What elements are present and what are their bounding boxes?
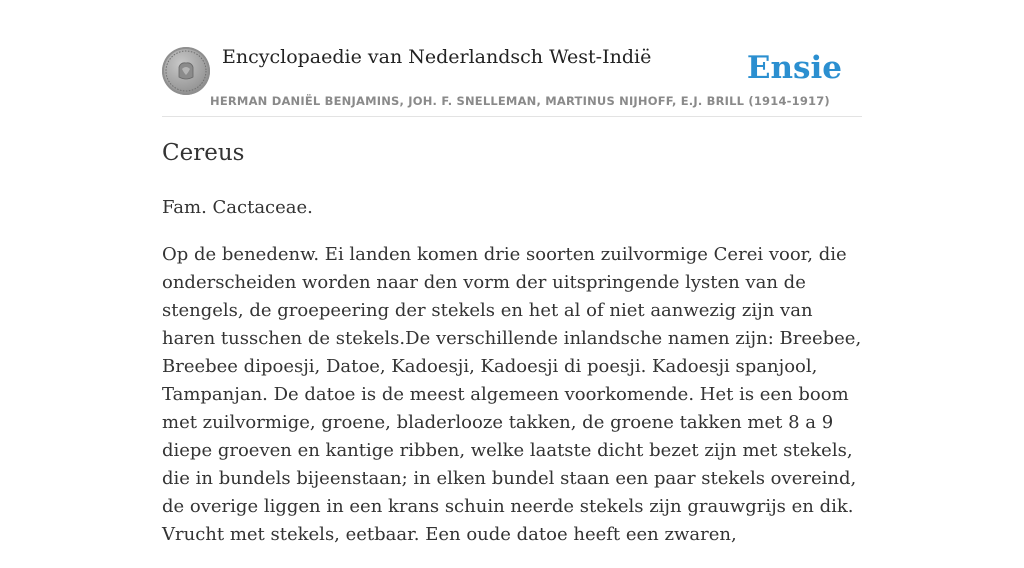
coin-seal-icon <box>162 47 210 95</box>
source-header <box>162 40 862 117</box>
source-title[interactable]: Encyclopaedie van Nederlandsch West-Indië <box>222 46 652 68</box>
entry-family: Fam. Cactaceae. <box>162 197 313 218</box>
entry-body <box>162 194 862 568</box>
source-authors: HERMAN DANIËL BENJAMINS, JOH. F. SNELLEMAN, MARTINUS NIJHOFF, E.J. BRILL (1914-1917) <box>210 94 830 108</box>
entry-paragraph: Op de benedenw. Ei landen komen drie soorten zuilvormige Cerei voor, die onderscheiden worden naar den vorm der uitspringende lysten van de stengels, de groepeering der stekels en het al of niet aanwezig zijn van haren tusschen de stekels.De verschillende inlandsche namen zijn: Breebee, Breebee dipoesji, Datoe, Kadoesji, Kadoesji di poesji. Kadoesji spanjool, Tampanjan. De datoe is de meest algemeen voorkomende. Het is een boom met zuilvormige, groene, bladerlooze takken, de groene takken met 8 a 9 diepe groeven en kantige ribben, welke laatste dicht bezet zijn met stekels, die in bundels bijeenstaan; in elken bundel staan een paar stekels overeind, de overige liggen in een krans schuin neerde stekels zijn grauwgrijs en dik. Vrucht met stekels, eetbaar. Een oude datoe heeft een zwaren, <box>162 244 862 545</box>
entry-title: Cereus <box>162 140 245 166</box>
brand-logo[interactable]: Ensie <box>746 50 842 86</box>
coin-seal-icon-graphic <box>162 47 210 95</box>
